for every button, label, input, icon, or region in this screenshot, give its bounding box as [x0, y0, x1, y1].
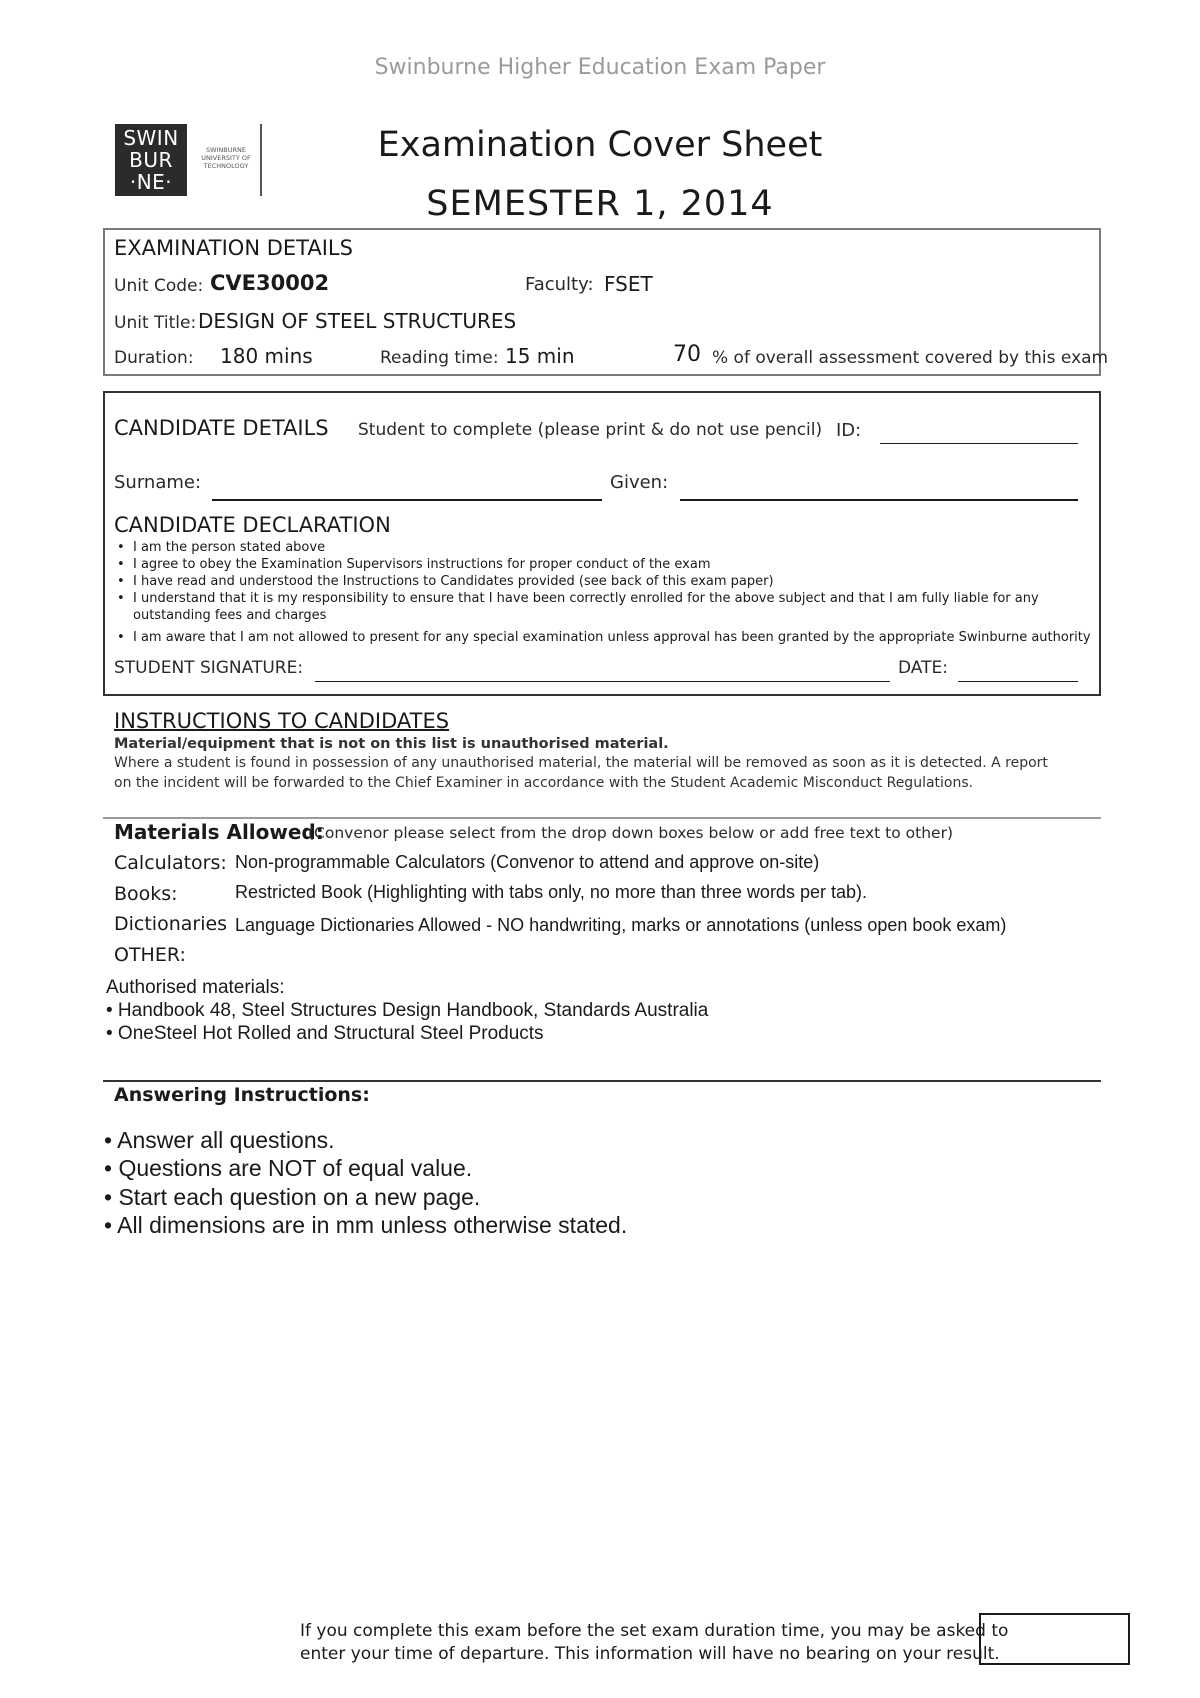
declaration-item: • I understand that it is my responsibility to ensure that I have been correctly enrolled for the above subject and that I am fully liable for any outstanding fees and charges [133, 590, 1095, 624]
surname-field[interactable] [212, 499, 602, 501]
logo-line-2: BUR [129, 148, 173, 172]
declaration-list [115, 539, 1095, 646]
reading-time-value: 15 min [505, 344, 575, 368]
section-divider [103, 1080, 1101, 1082]
answering-instruction-item: • All dimensions are in mm unless otherwise stated. [104, 1212, 628, 1238]
calculators-value: Non-programmable Calculators (Convenor to attend and approve on-site) [235, 852, 820, 872]
logo-divider [260, 124, 262, 196]
authorised-material-item: • Handbook 48, Steel Structures Design Handbook, Standards Australia [106, 1000, 709, 1021]
candidate-details-instruction: Student to complete (please print & do not use pencil) [358, 420, 823, 440]
answering-instructions-heading: Answering Instructions: [114, 1084, 370, 1106]
logo-mark [115, 124, 187, 196]
declaration-item: • I agree to obey the Examination Supervisors instructions for proper conduct of the exam [133, 556, 1095, 573]
instructions-heading: INSTRUCTIONS TO CANDIDATES [114, 709, 450, 733]
id-label: ID: [836, 420, 862, 441]
logo-line-1: SWIN [123, 126, 179, 150]
unit-code-label: Unit Code: [114, 276, 204, 296]
instructions-text-line-1: Where a student is found in possession of any unauthorised material, the material will be removed as soon as it is detected. A report [114, 755, 1048, 771]
student-signature-field[interactable] [315, 681, 890, 682]
unit-title-value: DESIGN OF STEEL STRUCTURES [198, 309, 517, 333]
reading-time-label: Reading time: [380, 348, 499, 368]
candidate-details-heading: CANDIDATE DETAILS [114, 416, 329, 440]
given-label: Given: [610, 472, 669, 493]
other-label: OTHER: [114, 944, 186, 966]
faculty-label: Faculty: [525, 274, 594, 295]
university-logo [115, 124, 260, 196]
books-value: Restricted Book (Highlighting with tabs only, no more than three words per tab). [235, 882, 867, 902]
given-name-field[interactable] [680, 499, 1078, 501]
authorised-materials-heading: Authorised materials: [106, 977, 285, 998]
dictionaries-value: Language Dictionaries Allowed - NO handwriting, marks or annotations (unless open book exam) [235, 915, 1007, 935]
unit-code-value: CVE30002 [210, 271, 330, 295]
semester-title: SEMESTER 1, 2014 [426, 184, 774, 224]
books-label: Books: [114, 883, 178, 905]
departure-note-line-2: enter your time of departure. This information will have no bearing on your result. [300, 1644, 1000, 1664]
materials-allowed-instruction: (Convenor please select from the drop down boxes below or add free text to other) [308, 824, 953, 842]
unauthorised-material-notice: Material/equipment that is not on this list is unauthorised material. [114, 736, 669, 752]
declaration-item: • I am the person stated above [133, 539, 1095, 556]
unit-title-label: Unit Title: [114, 313, 197, 333]
assessment-percent-value: 70 [673, 342, 701, 367]
examination-details-heading: EXAMINATION DETAILS [114, 236, 353, 260]
declaration-item: • I have read and understood the Instructions to Candidates provided (see back of this exam paper) [133, 573, 1095, 590]
declaration-item: • I am aware that I am not allowed to present for any special examination unless approval has been granted by the appropriate Swinburne authority [133, 629, 1095, 646]
duration-label: Duration: [114, 348, 194, 368]
id-field[interactable] [880, 443, 1078, 444]
dictionaries-label: Dictionaries [114, 913, 228, 935]
page-header: Swinburne Higher Education Exam Paper [374, 55, 826, 80]
answering-instruction-item: • Start each question on a new page. [104, 1184, 481, 1210]
departure-time-box[interactable] [979, 1613, 1130, 1665]
faculty-value: FSET [604, 272, 653, 296]
logo-line-3: ·NE· [129, 170, 173, 194]
student-signature-label: STUDENT SIGNATURE: [114, 658, 304, 678]
duration-value: 180 mins [220, 344, 313, 368]
assessment-percent-text: % of overall assessment covered by this exam [712, 348, 1109, 368]
candidate-declaration-heading: CANDIDATE DECLARATION [114, 513, 391, 537]
date-label: DATE: [898, 658, 948, 678]
materials-allowed-heading: Materials Allowed: [114, 820, 324, 844]
answering-instruction-item: • Answer all questions. [104, 1127, 335, 1153]
page-title: Examination Cover Sheet [377, 125, 823, 165]
answering-instruction-item: • Questions are NOT of equal value. [104, 1155, 473, 1181]
departure-note-line-1: If you complete this exam before the set exam duration time, you may be asked to [300, 1621, 1009, 1641]
logo-wordmark: SWINBURNE UNIVERSITY OF TECHNOLOGY [201, 146, 251, 170]
instructions-text-line-2: on the incident will be forwarded to the Chief Examiner in accordance with the Student Academic Misconduct Regulations. [114, 775, 974, 791]
authorised-material-item: • OneSteel Hot Rolled and Structural Steel Products [106, 1023, 544, 1044]
surname-label: Surname: [114, 472, 202, 493]
calculators-label: Calculators: [114, 852, 227, 874]
date-field[interactable] [958, 681, 1078, 682]
section-divider [103, 817, 1101, 819]
